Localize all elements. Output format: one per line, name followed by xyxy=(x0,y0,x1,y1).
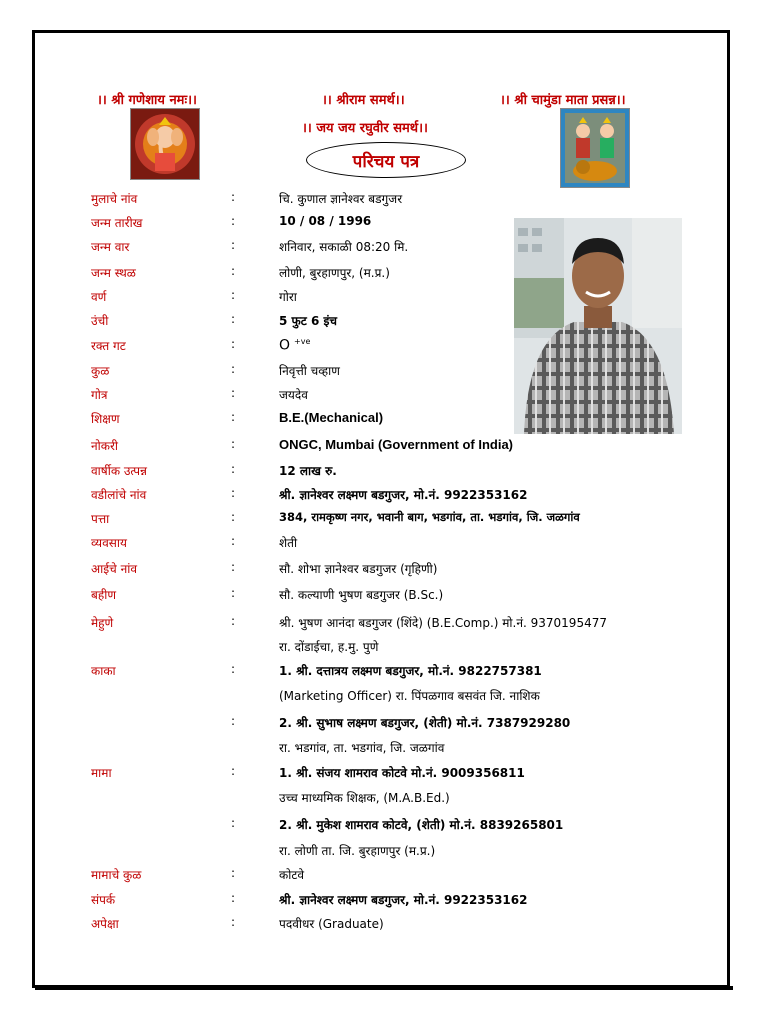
row-occupation xyxy=(0,534,768,554)
header-left-salutation: ।। श्री गणेशाय नमः।। xyxy=(97,93,197,108)
row-label: पत्ता xyxy=(91,512,110,526)
row-value: (Marketing Officer) रा. पिंपळगाव बसवंत जि. नाशिक xyxy=(279,689,540,703)
row-value: उच्च माध्यमिक शिक्षक, (M.A.B.Ed.) xyxy=(279,791,450,805)
row-colon: : xyxy=(231,560,236,574)
row-address xyxy=(0,510,768,530)
row-label: काका xyxy=(91,664,116,678)
row-kul xyxy=(0,362,768,382)
row-label: मेहुणे xyxy=(91,616,114,630)
row-label: मुलाचे नांव xyxy=(91,192,138,206)
row-value: सौ. कल्याणी भुषण बडगुजर (B.Sc.) xyxy=(279,588,444,602)
row-label: जन्म तारीख xyxy=(91,216,143,230)
row-colon: : xyxy=(231,866,236,880)
row-label: मामा xyxy=(91,766,112,780)
row-uncle-2-address xyxy=(0,739,768,759)
row-label: उंची xyxy=(91,314,109,328)
row-label: वडीलांचे नांव xyxy=(91,488,147,502)
row-colon: : xyxy=(231,714,236,728)
row-colon: : xyxy=(231,288,236,302)
header-sub-salutation: ।। जय जय रघुवीर समर्थ।। xyxy=(302,121,428,136)
row-value: रा. भडगांव, ता. भडगांव, जि. जळगांव xyxy=(279,741,445,755)
row-value: रा. लोणी ता. जि. बुरहाणपुर (म.प्र.) xyxy=(279,844,436,858)
row-blood-group xyxy=(0,337,768,357)
row-boy-name xyxy=(0,190,768,210)
row-value: ONGC, Mumbai (Government of India) xyxy=(279,437,514,452)
row-colon: : xyxy=(231,662,236,676)
row-label: शिक्षण xyxy=(91,412,120,426)
header-right-salutation: ।। श्री चामुंडा माता प्रसन्न।। xyxy=(500,93,626,108)
row-value: 1. श्री. दत्तात्रय लक्ष्मण बडगुजर, मो.नं. 9822757381 xyxy=(279,664,542,678)
row-colon: : xyxy=(231,312,236,326)
row-value: श्री. भुषण आनंदा बडगुजर (शिंदे) (B.E.Comp.) मो.नं. 9370195477 xyxy=(279,616,607,630)
row-colon: : xyxy=(231,764,236,778)
row-uncle-1-detail xyxy=(0,687,768,707)
row-value: 384, रामकृष्ण नगर, भवानी बाग, भडगांव, ता. भडगांव, जि. जळगांव xyxy=(279,510,580,524)
row-value: श्री. ज्ञानेश्वर लक्ष्मण बडगुजर, मो.नं. 9922353162 xyxy=(279,893,528,907)
row-colon: : xyxy=(231,437,236,451)
row-height xyxy=(0,312,768,332)
row-job xyxy=(0,437,768,457)
row-brother-in-law xyxy=(0,614,768,634)
row-value: शेती xyxy=(279,536,298,550)
row-maternal-uncle-2 xyxy=(0,816,768,836)
row-complexion xyxy=(0,288,768,308)
blood-group-rh: +ve xyxy=(294,337,311,346)
row-value: B.E.(Mechanical) xyxy=(279,410,384,425)
row-value: जयदेव xyxy=(279,388,308,402)
row-value: गोरा xyxy=(279,290,297,304)
page-border-shadow xyxy=(35,986,733,990)
row-label: रक्त गट xyxy=(91,339,126,353)
row-value: 1. श्री. संजय शामराव कोटवे मो.नं. 9009356811 xyxy=(279,766,525,780)
row-colon: : xyxy=(231,462,236,476)
row-label: मामाचे कुळ xyxy=(91,868,142,882)
row-value: 2. श्री. सुभाष लक्ष्मण बडगुजर, (शेती) मो.नं. 7387929280 xyxy=(279,716,571,730)
row-colon: : xyxy=(231,510,236,524)
row-value: कोटवे xyxy=(279,868,305,882)
row-label: नोकरी xyxy=(91,439,119,453)
row-maternal-uncle-1-detail xyxy=(0,789,768,809)
row-label: आईचे नांव xyxy=(91,562,138,576)
row-value: शनिवार, सकाळी 08:20 मि. xyxy=(279,240,409,254)
row-label: जन्म वार xyxy=(91,240,130,254)
row-maternal-uncle-2-address xyxy=(0,842,768,862)
row-value: सौ. शोभा ज्ञानेश्वर बडगुजर (गृहिणी) xyxy=(279,562,438,576)
row-colon: : xyxy=(231,410,236,424)
row-value: चि. कुणाल ज्ञानेश्वर बडगुजर xyxy=(279,192,403,206)
row-value xyxy=(279,337,310,354)
row-colon: : xyxy=(231,238,236,252)
row-colon: : xyxy=(231,264,236,278)
row-colon: : xyxy=(231,362,236,376)
row-colon: : xyxy=(231,816,236,830)
row-label: वार्षीक उत्पन्न xyxy=(91,464,147,478)
row-colon: : xyxy=(231,190,236,204)
row-father-name xyxy=(0,486,768,506)
row-value: श्री. ज्ञानेश्वर लक्ष्मण बडगुजर, मो.नं. 9922353162 xyxy=(279,488,528,502)
document-title: परिचय पत्र xyxy=(306,142,466,178)
row-value: 2. श्री. मुकेश शामराव कोटवे, (शेती) मो.नं. 8839265801 xyxy=(279,818,564,832)
row-contact xyxy=(0,891,768,911)
row-colon: : xyxy=(231,534,236,548)
ganesha-image xyxy=(130,108,200,180)
row-maternal-kul xyxy=(0,866,768,886)
row-label: व्यवसाय xyxy=(91,536,127,550)
row-colon: : xyxy=(231,386,236,400)
row-annual-income xyxy=(0,462,768,482)
row-colon: : xyxy=(231,891,236,905)
row-label: संपर्क xyxy=(91,893,116,907)
row-expectation xyxy=(0,915,768,935)
row-value: पदवीधर (Graduate) xyxy=(279,917,384,931)
row-value: लोणी, बुरहाणपुर, (म.प्र.) xyxy=(279,266,390,280)
chamunda-mata-image xyxy=(560,108,630,188)
row-value: रा. दोंडाईचा, ह.मु. पुणे xyxy=(279,640,379,654)
header-center-salutation: ।। श्रीराम समर्थ।। xyxy=(322,93,405,108)
row-label: गोत्र xyxy=(91,388,108,402)
row-colon: : xyxy=(231,214,236,228)
row-colon: : xyxy=(231,486,236,500)
row-value: 12 लाख रु. xyxy=(279,464,337,478)
row-education xyxy=(0,410,768,430)
row-birth-day xyxy=(0,238,768,258)
row-colon: : xyxy=(231,614,236,628)
row-label: अपेक्षा xyxy=(91,917,119,931)
row-label: जन्म स्थळ xyxy=(91,266,136,280)
row-value: निवृत्ती चव्हाण xyxy=(279,364,340,378)
row-value: 5 फुट 6 इंच xyxy=(279,314,338,328)
row-maternal-uncle-1 xyxy=(0,764,768,784)
row-birth-place xyxy=(0,264,768,284)
row-uncle-2 xyxy=(0,714,768,734)
blood-group-value: O xyxy=(279,337,291,354)
row-colon: : xyxy=(231,586,236,600)
row-gotra xyxy=(0,386,768,406)
row-brother-in-law-address xyxy=(0,638,768,658)
row-birth-date xyxy=(0,214,768,234)
row-colon: : xyxy=(231,337,236,351)
row-uncle-1 xyxy=(0,662,768,682)
row-label: बहीण xyxy=(91,588,117,602)
row-mother-name xyxy=(0,560,768,580)
row-sister xyxy=(0,586,768,606)
row-label: कुळ xyxy=(91,364,110,378)
row-value: 10 / 08 / 1996 xyxy=(279,214,372,228)
row-colon: : xyxy=(231,915,236,929)
row-label: वर्ण xyxy=(91,290,107,304)
